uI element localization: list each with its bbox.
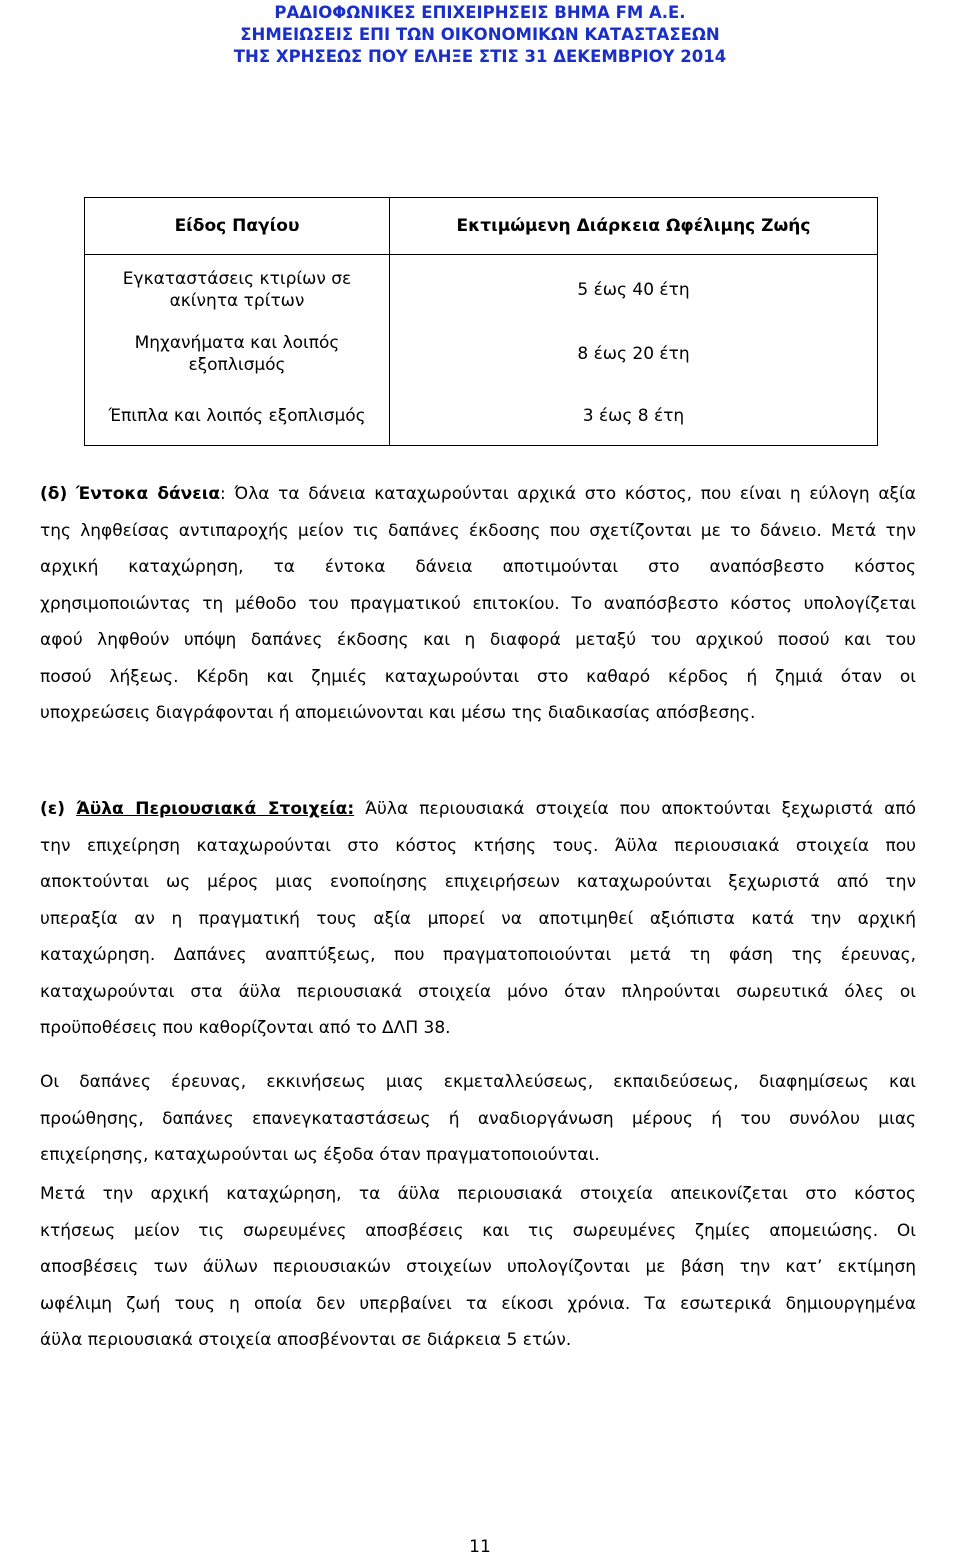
useful-life-header: Εκτιμώμενη Διάρκεια Ωφέλιμης Ζωής	[390, 198, 878, 255]
amortisation-paragraph: Μετά την αρχική καταχώρηση, τα άϋλα περιουσιακά στοιχεία απεικονίζεται στο κόστος κτήσεως μείον τις σωρευμένες αποσβέσεις και τις σωρευμένες ζημίες απομειώσης. Οι αποσβέσεις των άϋλων περιουσιακών στοιχείων υπολογίζονται με βάση την κατ’ εκτίμηση ωφέλιμη ζωή τους η οποία δεν υπερβαίνει τα είκοσι χρόνια. Τα εσωτερικά δημιουργημένα άϋλα περιουσιακά στοιχεία αποσβένονται σε διάρκεια 5 ετών.	[40, 1184, 916, 1350]
research-costs-paragraph: Οι δαπάνες έρευνας, εκκινήσεως μιας εκμεταλλεύσεως, εκπαιδεύσεως, διαφημίσεως και προώθησης, δαπάνες επανεγκαταστάσεως ή αναδιοργάνωση μέρους ή του συνόλου μιας επιχείρησης, καταχωρούνται ως έξοδα όταν πραγματοποιούνται.	[40, 1072, 916, 1165]
section-e-label: (ε)	[40, 799, 66, 819]
section-d-title: Έντοκα δάνεια	[75, 484, 221, 504]
table-row	[85, 387, 878, 446]
table-row	[85, 255, 878, 322]
company-name: ΡΑΔΙΟΦΩΝΙΚΕΣ ΕΠΙΧΕΙΡΗΣΕΙΣ ΒΗΜΑ FM Α.Ε.	[274, 3, 686, 22]
section-e-intangibles: (ε) Άϋλα Περιουσιακά Στοιχεία: Άϋλα περιουσιακά στοιχεία που αποκτούνται ξεχωριστά από την επιχείρηση καταχωρούνται στο κόστος κτήσης τους. Άϋλα περιουσιακά στοιχεία που αποκτούνται ως μέρος μιας ενοποίησης επιχειρήσεων καταχωρούνται ξεχωριστά από την υπεραξία αν η πραγματική τους αξία μπορεί να αποτιμηθεί αξιόπιστα κατά την αρχική καταχώρηση. Δαπάνες αναπτύξεως, που πραγματοποιούνται μετά τη φάση της έρευνας, καταχωρούνται στα άϋλα περιουσιακά στοιχεία μόνο όταν πληρούνται σωρευτικά όλες οι προϋποθέσεις που καθορίζονται από το ΔΛΠ 38.	[40, 799, 917, 1038]
page-header	[0, 2, 960, 68]
useful-life-table	[84, 197, 878, 446]
useful-life-cell: 5 έως 40 έτη	[390, 255, 878, 322]
useful-life-cell: 3 έως 8 έτη	[390, 387, 878, 446]
table-row	[85, 321, 878, 387]
page-number: 11	[469, 1537, 491, 1557]
section-e-title: Άϋλα Περιουσιακά Στοιχεία:	[76, 799, 355, 819]
document-title: ΣΗΜΕΙΩΣΕΙΣ ΕΠΙ ΤΩΝ ΟΙΚΟΝΟΜΙΚΩΝ ΚΑΤΑΣΤΑΣΕΩΝ	[240, 25, 720, 44]
useful-life-cell: 8 έως 20 έτη	[390, 321, 878, 387]
section-d-label: (δ)	[40, 484, 68, 504]
asset-type-cell: Εγκαταστάσεις κτιρίων σε ακίνητα τρίτων	[85, 255, 390, 322]
section-d-loans: (δ) Έντοκα δάνεια: Όλα τα δάνεια καταχωρούνται αρχικά στο κόστος, που είναι η εύλογη αξία της ληφθείσας αντιπαροχής μείον τις δαπάνες έκδοσης που σχετίζονται με το δάνειο. Μετά την αρχική καταχώρηση, τα έντοκα δάνεια αποτιμούνται στο αναπόσβεστο κόστος χρησιμοποιώντας τη μέθοδο του πραγματικού επιτοκίου. Το αναπόσβεστο κόστος υπολογίζεται αφού ληφθούν υπόψη δαπάνες έκδοσης και η διαφορά μεταξύ του αρχικού ποσού και του ποσού λήξεως. Κέρδη και ζημιές καταχωρούνται στο καθαρό κέρδος ή ζημιά όταν οι υποχρεώσεις διαγράφονται ή απομειώνονται και μέσω της διαδικασίας απόσβεσης.	[40, 484, 916, 723]
asset-type-header: Είδος Παγίου	[85, 198, 390, 255]
fiscal-period: ΤΗΣ ΧΡΗΣΕΩΣ ΠΟΥ ΕΛΗΞΕ ΣΤΙΣ 31 ΔΕΚΕΜΒΡΙΟΥ 2014	[233, 47, 727, 66]
asset-type-cell: Έπιπλα και λοιπός εξοπλισμός	[85, 387, 390, 446]
asset-type-cell: Μηχανήματα και λοιπός εξοπλισμός	[85, 321, 390, 387]
